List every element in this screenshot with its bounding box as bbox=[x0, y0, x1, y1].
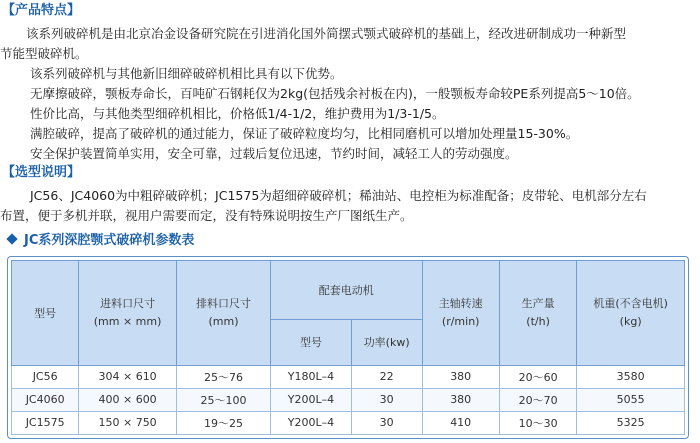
features-line: 安全保护装置简单实用，安全可靠，过载后复位迅速，节约时间，减轻工人的劳动强度。 bbox=[30, 146, 518, 161]
header-capacity: 生产量 (t/h) bbox=[499, 261, 576, 366]
cell-capacity: 20～60 bbox=[499, 365, 576, 388]
spec-table bbox=[11, 260, 685, 435]
selection-line: 布置，便于多机并联，视用户需要而定，没有特殊说明按生产厂图纸生产。 bbox=[0, 208, 413, 223]
cell-model: JC1575 bbox=[12, 411, 79, 434]
features-line: 无摩擦破碎，颚板寿命长，百吨矿石钢耗仅为2kg(包括残余衬板在内)，一般颚板寿命较PE系列提高5～10倍。 bbox=[30, 86, 640, 101]
table-title-text: JC系列深腔颚式破碎机参数表 bbox=[24, 233, 195, 248]
cell-power: 30 bbox=[351, 411, 422, 434]
cell-motor-model: Y200L–4 bbox=[271, 411, 352, 434]
features-heading: 【产品特点】 bbox=[2, 3, 81, 18]
diamond-bullet-icon bbox=[6, 233, 17, 244]
features-line: 该系列破碎机是由北京冶金设备研究院在引进消化国外简摆式颚式破碎机的基础上，经改进研制成功一种新型 bbox=[26, 26, 627, 41]
cell-discharge: 25～76 bbox=[176, 365, 270, 388]
cell-discharge: 19～25 bbox=[176, 411, 270, 434]
cell-feed: 304 × 610 bbox=[79, 365, 177, 388]
cell-speed: 380 bbox=[422, 388, 499, 411]
table-row bbox=[12, 411, 685, 434]
cell-weight: 3580 bbox=[577, 365, 685, 388]
cell-capacity: 10～30 bbox=[499, 411, 576, 434]
cell-motor-model: Y200L–4 bbox=[271, 388, 352, 411]
cell-speed: 410 bbox=[422, 411, 499, 434]
table-row bbox=[12, 388, 685, 411]
features-line: 性价比高，与其他类型细碎机相比，价格低1/4-1/2，维护费用为1/3-1/5。 bbox=[30, 106, 445, 121]
header-motor-model: 型号 bbox=[271, 320, 352, 365]
cell-feed: 150 × 750 bbox=[79, 411, 177, 434]
selection-heading: 【选型说明】 bbox=[2, 165, 81, 180]
table-row bbox=[12, 365, 685, 388]
features-line: 节能型破碎机。 bbox=[0, 46, 88, 61]
cell-power: 22 bbox=[351, 365, 422, 388]
header-motor-power: 功率(kw) bbox=[351, 320, 422, 365]
header-weight: 机重(不含电机) (kg) bbox=[577, 261, 685, 366]
cell-weight: 5325 bbox=[577, 411, 685, 434]
header-shaft-speed: 主轴转速 (r/min) bbox=[422, 261, 499, 366]
header-feed-size: 进料口尺寸 (mm × mm) bbox=[79, 261, 177, 366]
header-model: 型号 bbox=[12, 261, 79, 366]
cell-power: 30 bbox=[351, 388, 422, 411]
cell-motor-model: Y180L–4 bbox=[271, 365, 352, 388]
cell-model: JC4060 bbox=[12, 388, 79, 411]
cell-speed: 380 bbox=[422, 365, 499, 388]
cell-capacity: 20～70 bbox=[499, 388, 576, 411]
features-line: 该系列破碎机与其他新旧细碎破碎机相比具有以下优势。 bbox=[30, 66, 343, 81]
cell-feed: 400 × 600 bbox=[79, 388, 177, 411]
cell-weight: 5055 bbox=[577, 388, 685, 411]
cell-discharge: 25～100 bbox=[176, 388, 270, 411]
selection-line: JC56、JC4060为中粗碎破碎机；JC1575为超细碎破碎机；稀油站、电控柜为标准配备；皮带轮、电机部分左右 bbox=[30, 188, 647, 203]
features-line: 满腔破碎，提高了破碎机的通过能力，保证了破碎粒度均匀，比相同磨机可以增加处理量15-30%。 bbox=[30, 126, 579, 141]
table-header-row bbox=[12, 261, 685, 320]
header-motor-group: 配套电动机 bbox=[271, 261, 422, 320]
spec-table-frame bbox=[7, 256, 689, 439]
header-discharge-size: 排料口尺寸 (mm) bbox=[176, 261, 270, 366]
cell-model: JC56 bbox=[12, 365, 79, 388]
table-title bbox=[4, 232, 194, 250]
